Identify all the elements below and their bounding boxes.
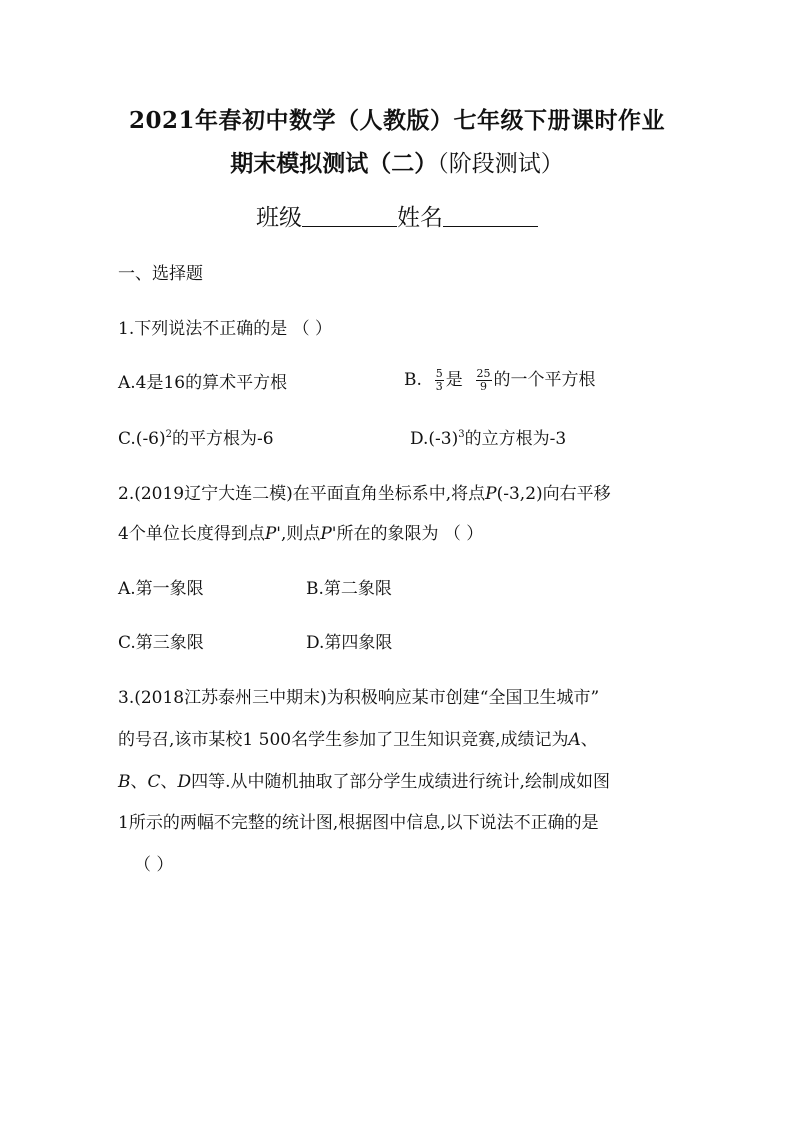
document-subtitle xyxy=(0,145,794,178)
option-1d: $D.(-3)^3$的立方根为-3 xyxy=(410,429,567,449)
option-2d: D.第四象限 xyxy=(306,633,393,653)
question-3-answer-paren: （ ） xyxy=(134,855,174,875)
question-2-options-ab xyxy=(118,574,518,598)
question-2-line-2: 4个单位长度得到点P',则点P'所在的象限为 （ ） xyxy=(118,524,484,544)
question-2-options-cd xyxy=(118,628,518,652)
question-3-line-3: B、C、D四等.从中随机抽取了部分学生成绩进行统计,绘制成如图 xyxy=(118,772,610,792)
document-title: 2021年春初中数学（人教版）七年级下册课时作业 xyxy=(128,107,665,134)
name-blank[interactable] xyxy=(443,204,538,227)
question-3-line-2: 的号召,该市某校1 500名学生参加了卫生知识竞赛,成绩记为A、 xyxy=(118,730,598,750)
question-1-options-ab xyxy=(118,368,678,394)
fraction-25-9: $\frac{25}{9}$ xyxy=(476,367,491,393)
question-1-stem: 1.下列说法不正确的是 （ ） xyxy=(118,319,333,339)
class-name-line xyxy=(0,199,794,232)
question-3-line-1: 3.(2018江苏泰州三中期末)为积极响应某市创建“全国卫生城市” xyxy=(118,688,600,708)
option-2a: A.第一象限 xyxy=(118,579,204,599)
option-1c: $C.(-6)^2$的平方根为-6 xyxy=(118,429,274,449)
name-label: 姓名 xyxy=(397,205,443,231)
question-2-line-1: 2.(2019辽宁大连二模)在平面直角坐标系中,将点P(-3,2)向右平移 xyxy=(118,484,611,504)
option-2c: C.第三象限 xyxy=(118,633,204,653)
option-2b: B.第二象限 xyxy=(306,579,392,599)
class-blank[interactable] xyxy=(302,204,397,227)
class-label: 班级 xyxy=(256,205,302,231)
question-1-options-cd xyxy=(118,424,678,448)
fraction-5-3: $\frac{5}{3}$ xyxy=(435,367,443,393)
option-1a: A.4是16的算术平方根 xyxy=(118,373,288,393)
subtitle-note: （阶段测试） xyxy=(437,151,564,177)
section-heading: 一、选择题 xyxy=(118,264,203,284)
option-1b: B. $\frac{5}{3}$ 是 $\frac{25}{9}$ 的一个平方根 xyxy=(404,367,596,393)
subtitle-main: 期末模拟测试（二） xyxy=(230,150,438,177)
question-3-line-4: 1所示的两幅不完整的统计图,根据图中信息,以下说法不正确的是 xyxy=(118,813,599,833)
